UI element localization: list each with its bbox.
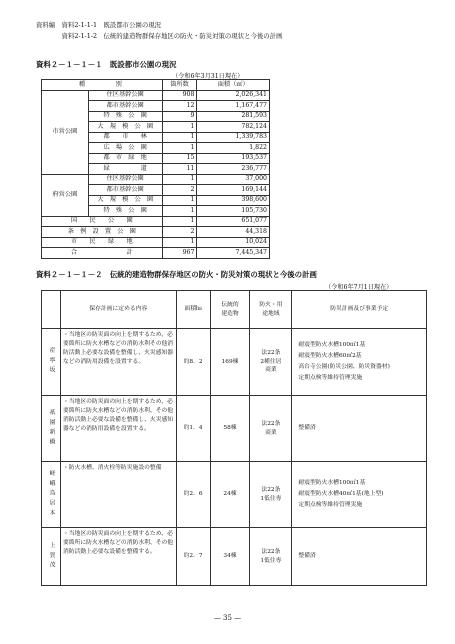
group-pref-parks: 府営公園: [42, 174, 89, 216]
park-area: 193,537: [197, 153, 270, 164]
park-count: 967: [162, 248, 197, 259]
park-area: 7,445,347: [197, 248, 270, 259]
header-area: 面積㏊: [176, 291, 210, 329]
park-type: 特 殊 公 園: [88, 206, 162, 217]
park-area: 236,777: [197, 164, 270, 175]
district-buildings: 169棟: [210, 329, 250, 396]
facility-item: 整備済: [298, 553, 316, 559]
park-type: 特 殊 公 園: [88, 111, 162, 122]
table-row: [42, 216, 270, 227]
zoning-line: 法22条: [261, 420, 281, 427]
park-count: 1: [162, 237, 197, 248]
park-count: 15: [162, 153, 197, 164]
header-area: 面積（㎡）: [197, 80, 270, 91]
header-count: 箇所数: [162, 80, 197, 91]
park-type: 市 民 緑 地: [42, 237, 163, 248]
district-facilities: [292, 462, 427, 528]
district-plan: ・当地区の防災面の向上を期するため、必要箇所に防火水槽などの消防水利、その他消防活動上必要な設備を整備し、火災感知器などの消防用設備を設置する。: [60, 396, 176, 462]
header-plan: 保存計画に定める内容: [60, 291, 176, 329]
park-count: 2: [162, 227, 197, 238]
district-row: [42, 462, 427, 528]
park-count: 1: [162, 122, 197, 133]
district-row: [42, 528, 427, 586]
park-count: 1: [162, 143, 197, 154]
district-name-text: 嵯峨鳥居本: [48, 470, 55, 519]
district-area: 約1．4: [176, 396, 210, 462]
park-count: 1: [162, 195, 197, 206]
park-type: 大 規 模 公 園: [88, 122, 162, 133]
district-zoning: [250, 329, 292, 396]
district-buildings: 24棟: [210, 462, 250, 528]
section1-as-of: （令和6年3月31日現在）: [172, 73, 244, 80]
header-line-2: 資料2-1-1-2 伝統的建造物群保存地区の防火・防災対策の現状と今後の計画: [36, 32, 283, 40]
zoning-line: 商業: [265, 429, 277, 436]
district-plan: ・当地区の防災面の向上を期するため、必要箇所に防火水槽などの消防水利その他消防活動上必要な設備を整備し、火災感知器などの消防用設備を設置する。: [60, 329, 176, 396]
district-zoning: [250, 396, 292, 462]
park-count: 1: [162, 206, 197, 217]
facility-item: 耐震型防火水槽100㎥1基: [298, 342, 366, 348]
park-type: 都 市 林: [88, 132, 162, 143]
zoning-line: 1低住専: [260, 495, 282, 502]
facility-item: 耐震型防火水槽100㎥1基: [298, 480, 366, 486]
facility-item: 整備済: [298, 425, 316, 431]
header-buildings: 伝統的建造物: [210, 291, 250, 329]
park-area: 651,077: [197, 216, 270, 227]
zoning-line: 商業: [265, 367, 277, 374]
park-area: 10,024: [197, 237, 270, 248]
park-type: 広 場 公 園: [88, 143, 162, 154]
park-area: 1,822: [197, 143, 270, 154]
table-row: [42, 174, 270, 185]
district-table: [41, 290, 427, 586]
district-name-text: 祇園新橋: [48, 408, 55, 449]
zoning-line: 法22条: [261, 486, 281, 493]
district-area: 約8．2: [176, 329, 210, 396]
district-area: 約2．6: [176, 462, 210, 528]
district-name: [42, 329, 61, 396]
district-facilities: [292, 396, 427, 462]
table-row: [42, 237, 270, 248]
table-row: [42, 90, 270, 101]
section1-title: 資料２－１－１－１ 既設都市公園の現況: [36, 60, 177, 69]
facility-item: 定期点検等維持管理実施: [298, 375, 363, 381]
header-line-1: 資料編 資料2-1-1-1 既設都市公園の現況: [36, 21, 161, 29]
district-row: [42, 396, 427, 462]
facility-item: 定期点検等維持管理実施: [298, 502, 363, 508]
district-facilities: [292, 329, 427, 396]
header-zoning: 防火・用途地域: [250, 291, 292, 329]
district-name: [42, 528, 61, 586]
district-name: [42, 462, 61, 528]
district-buildings: 34棟: [210, 528, 250, 586]
park-count: 11: [162, 164, 197, 175]
group-city-parks: 市営公園: [42, 90, 89, 174]
park-count: 12: [162, 101, 197, 112]
header-district: [42, 291, 61, 329]
zoning-line: 1低住専: [260, 557, 282, 564]
district-plan: ・当地区の防災面の向上を期するため、必要箇所に防火水槽などの消防水利、その他消防活動上必要な設備を整備する。: [60, 528, 176, 586]
park-area: 169,144: [197, 185, 270, 196]
district-facilities: [292, 528, 427, 586]
park-area: 1,339,783: [197, 132, 270, 143]
district-zoning: [250, 528, 292, 586]
section2-title: 資料２－１－１－２ 伝統的建造物群保存地区の防火・防災対策の現状と今後の計画: [36, 270, 317, 279]
park-count: 908: [162, 90, 197, 101]
park-type: 住区基幹公園: [88, 174, 162, 185]
park-count: 1: [162, 132, 197, 143]
park-type: 都市基幹公園: [88, 101, 162, 112]
section2-as-of: （令和6年7月1日現在）: [325, 284, 393, 291]
park-area: 782,124: [197, 122, 270, 133]
zoning-line: 法22条: [261, 548, 281, 555]
park-count: 1: [162, 216, 197, 227]
table-row: [42, 248, 270, 259]
park-type: 合 計: [42, 248, 163, 259]
header-facilities: 防災計画及び事業予定: [292, 291, 427, 329]
park-count: 2: [162, 185, 197, 196]
table-row: [42, 227, 270, 238]
facility-item: 耐震型防火水槽60㎥2基: [298, 353, 362, 359]
park-type: 国 民 公 園: [42, 216, 163, 227]
park-area: 105,730: [197, 206, 270, 217]
district-area: 約2．7: [176, 528, 210, 586]
park-type: 住区基幹公園: [88, 90, 162, 101]
park-type: 都市基幹公園: [88, 185, 162, 196]
facility-item: 高台寺公園(防災公園、防災資器材): [298, 364, 390, 370]
zoning-line: 法22条: [261, 349, 281, 356]
district-name-text: 上賀茂: [48, 541, 55, 572]
district-zoning: [250, 462, 292, 528]
park-area: 2,026,341: [197, 90, 270, 101]
district-plan: ・防火水槽、消火栓等防災施設の整備: [60, 462, 176, 528]
park-area: 44,318: [197, 227, 270, 238]
district-row: [42, 329, 427, 396]
park-type: 大 規 模 公 園: [88, 195, 162, 206]
park-area: 37,000: [197, 174, 270, 185]
park-table: [41, 79, 270, 259]
park-area: 281,593: [197, 111, 270, 122]
header-type: 種 別: [42, 80, 163, 91]
district-buildings: 58棟: [210, 396, 250, 462]
park-type: 緑 道: [88, 164, 162, 175]
park-count: 1: [162, 174, 197, 185]
zoning-line: 2種住居: [260, 358, 282, 365]
park-count: 9: [162, 111, 197, 122]
district-name-text: 産寧坂: [48, 347, 55, 377]
facility-item: 耐震型防火水槽40㎥1基(地上型): [298, 491, 384, 497]
park-type: 都 市 緑 地: [88, 153, 162, 164]
park-type: 条 例 設 置 公 園: [42, 227, 163, 238]
park-area: 1,167,477: [197, 101, 270, 112]
district-name: [42, 396, 61, 462]
park-area: 398,600: [197, 195, 270, 206]
page-number: — 35 —: [213, 614, 242, 622]
